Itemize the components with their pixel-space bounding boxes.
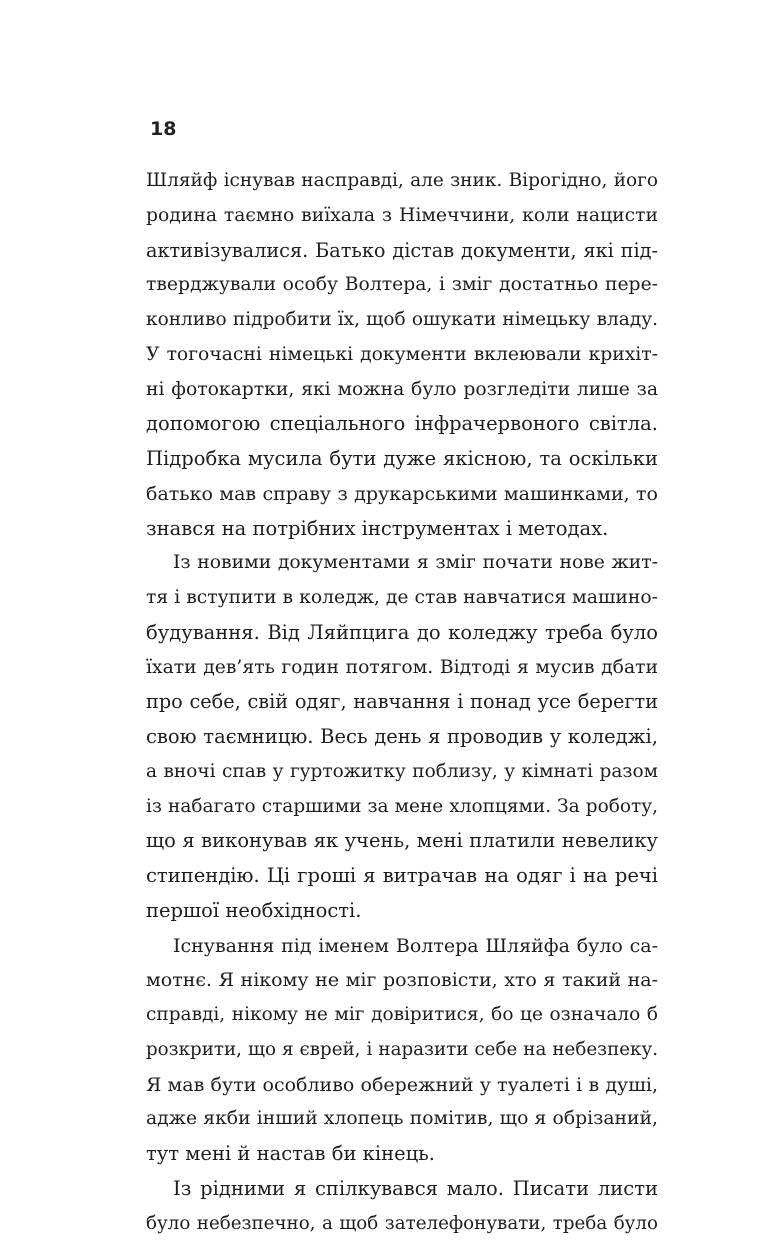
body-text [146, 164, 658, 1241]
text-line: їхати дев’ять годин потягом. Відтоді я мусив дбати [146, 651, 658, 686]
text-line: справді, нікому не міг довіритися, бо це означало б [146, 998, 658, 1033]
text-line: розкрити, що я єврей, і наразити себе на небезпеку. [146, 1033, 658, 1068]
paragraph-first-line: Із рідними я спілкувався мало. Писати листи [146, 1172, 658, 1207]
text-line: допомогою спеціального інфрачервоного світла. [146, 407, 658, 442]
text-line: адже якби інший хлопець помітив, що я обрізаний, [146, 1102, 658, 1137]
text-line: про себе, свій одяг, навчання і понад усе берегти [146, 685, 658, 720]
text-line: ні фотокартки, які можна було розгледіти лише за [146, 373, 658, 408]
page-number: 18 [150, 118, 176, 140]
text-line: Шляйф існував насправді, але зник. Вірогідно, його [146, 164, 658, 199]
paragraph-first-line: Існування під іменем Волтера Шляйфа було са- [146, 929, 658, 964]
text-line: будування. Від Ляйпцига до коледжу треба було [146, 616, 658, 651]
text-line: тя і вступити в коледж, де став навчатися машино- [146, 581, 658, 616]
text-line: стипендію. Ці гроші я витрачав на одяг і на речі [146, 859, 658, 894]
text-line: родина таємно виїхала з Німеччини, коли нацисти [146, 199, 658, 234]
text-line: із набагато старшими за мене хлопцями. За роботу, [146, 790, 658, 825]
text-line: У тогочасні німецькі документи вклеювали крихіт- [146, 338, 658, 373]
paragraph-first-line: Із новими документами я зміг почати нове жит- [146, 546, 658, 581]
text-line: тверджували особу Волтера, і зміг достатньо пере- [146, 268, 658, 303]
paragraph-end-line: тут мені й настав би кінець. [146, 1137, 658, 1172]
text-line: свою таємницю. Весь день я проводив у коледжі, [146, 720, 658, 755]
text-line: мотнє. Я нікому не міг розповісти, хто я такий на- [146, 963, 658, 998]
text-line: а вночі спав у гуртожитку поблизу, у кімнаті разом [146, 755, 658, 790]
text-line: Я мав бути особливо обережний у туалеті і в душі, [146, 1068, 658, 1103]
paragraph-end-line: знався на потрібних інструментах і методах. [146, 512, 658, 547]
text-line: Підробка мусила бути дуже якісною, та оскільки [146, 442, 658, 477]
text-line: що я виконував як учень, мені платили невелику [146, 824, 658, 859]
text-line: батько мав справу з друкарськими машинками, то [146, 477, 658, 512]
paragraph-end-line: першої необхідності. [146, 894, 658, 929]
text-line: було небезпечно, а щоб зателефонувати, треба було [146, 1207, 658, 1241]
text-line: активізувалися. Батько дістав документи, які під- [146, 234, 658, 269]
text-line: конливо підробити їх, щоб ошукати німецьку владу. [146, 303, 658, 338]
